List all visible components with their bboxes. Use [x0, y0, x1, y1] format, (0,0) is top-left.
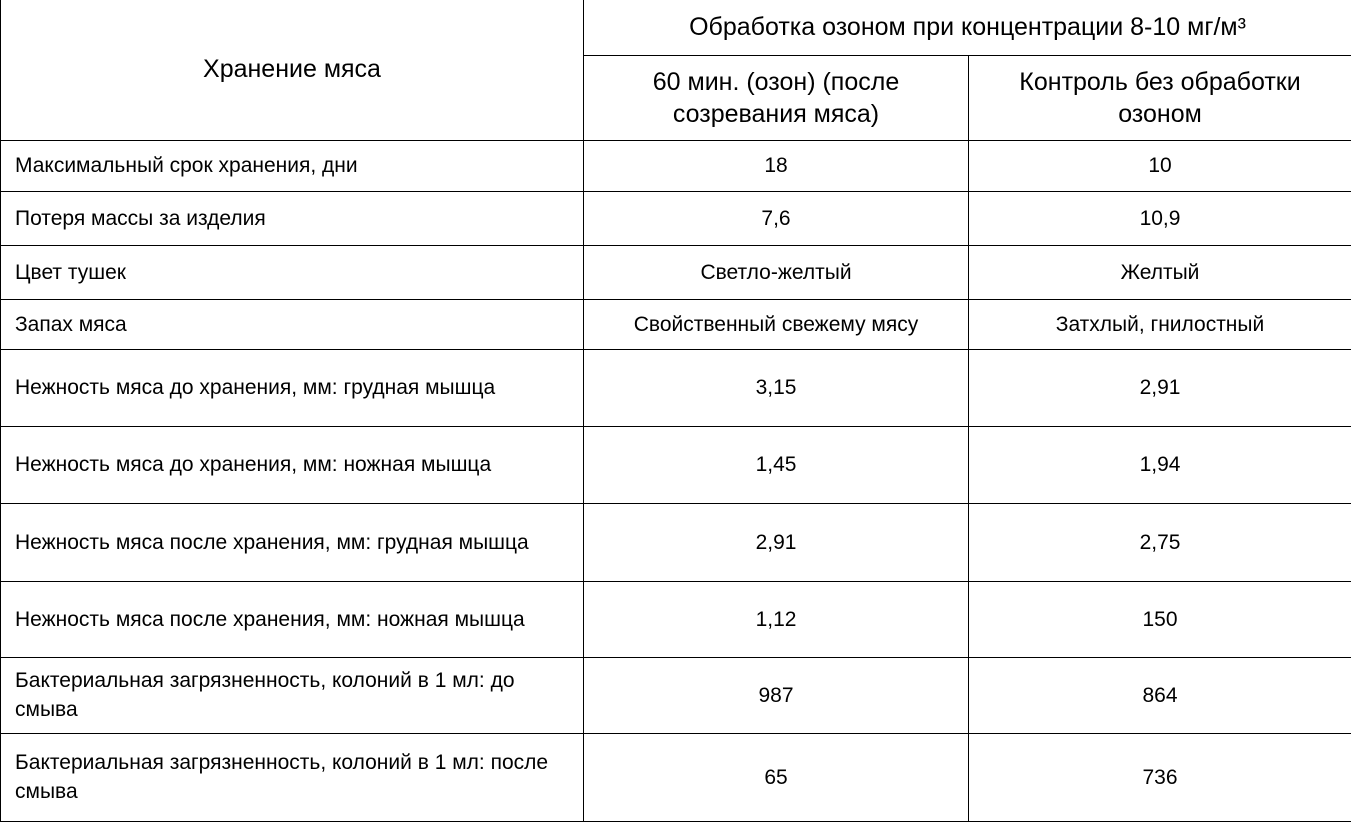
row-value-ozone: 18 [584, 140, 969, 191]
table-row [1, 299, 1351, 349]
row-value-control: 150 [969, 581, 1351, 657]
row-value-control: 2,75 [969, 503, 1351, 581]
row-value-ozone: Светло-желтый [584, 245, 969, 299]
table-row [1, 191, 1351, 245]
header-group-label: Обработка озоном при концентрации 8-10 мг/м³ [584, 0, 1351, 55]
header-col-ozone: 60 мин. (озон) (после созревания мяса) [584, 55, 969, 140]
header-row-label: Хранение мяса [1, 0, 584, 140]
table-row [1, 733, 1351, 821]
row-param: Запах мяса [1, 299, 584, 349]
table-row [1, 426, 1351, 503]
row-value-ozone: Свойственный свежему мясу [584, 299, 969, 349]
row-value-ozone: 1,45 [584, 426, 969, 503]
row-value-control: 736 [969, 733, 1351, 821]
table-row [1, 581, 1351, 657]
row-param: Нежность мяса до хранения, мм: ножная мышца [1, 426, 584, 503]
row-value-ozone: 7,6 [584, 191, 969, 245]
row-param: Максимальный срок хранения, дни [1, 140, 584, 191]
row-value-control: 864 [969, 657, 1351, 733]
row-value-ozone: 65 [584, 733, 969, 821]
row-value-control: Желтый [969, 245, 1351, 299]
row-value-control: 10 [969, 140, 1351, 191]
table-row [1, 140, 1351, 191]
row-value-ozone: 987 [584, 657, 969, 733]
row-value-control: 10,9 [969, 191, 1351, 245]
table-row [1, 349, 1351, 426]
header-col-control: Контроль без обработки озоном [969, 55, 1351, 140]
row-param: Нежность мяса после хранения, мм: ножная мышца [1, 581, 584, 657]
row-value-control: 1,94 [969, 426, 1351, 503]
row-value-control: 2,91 [969, 349, 1351, 426]
row-param: Нежность мяса до хранения, мм: грудная мышца [1, 349, 584, 426]
header-row-group [1, 0, 1351, 55]
row-value-control: Затхлый, гнилостный [969, 299, 1351, 349]
row-param: Бактериальная загрязненность, колоний в 1 мл: до смыва [1, 657, 584, 733]
row-param: Бактериальная загрязненность, колоний в 1 мл: после смыва [1, 733, 584, 821]
row-param: Нежность мяса после хранения, мм: грудная мышца [1, 503, 584, 581]
row-param: Цвет тушек [1, 245, 584, 299]
row-value-ozone: 1,12 [584, 581, 969, 657]
table-row [1, 245, 1351, 299]
row-value-ozone: 3,15 [584, 349, 969, 426]
row-param: Потеря массы за изделия [1, 191, 584, 245]
row-value-ozone: 2,91 [584, 503, 969, 581]
table-row [1, 657, 1351, 733]
table-row [1, 503, 1351, 581]
